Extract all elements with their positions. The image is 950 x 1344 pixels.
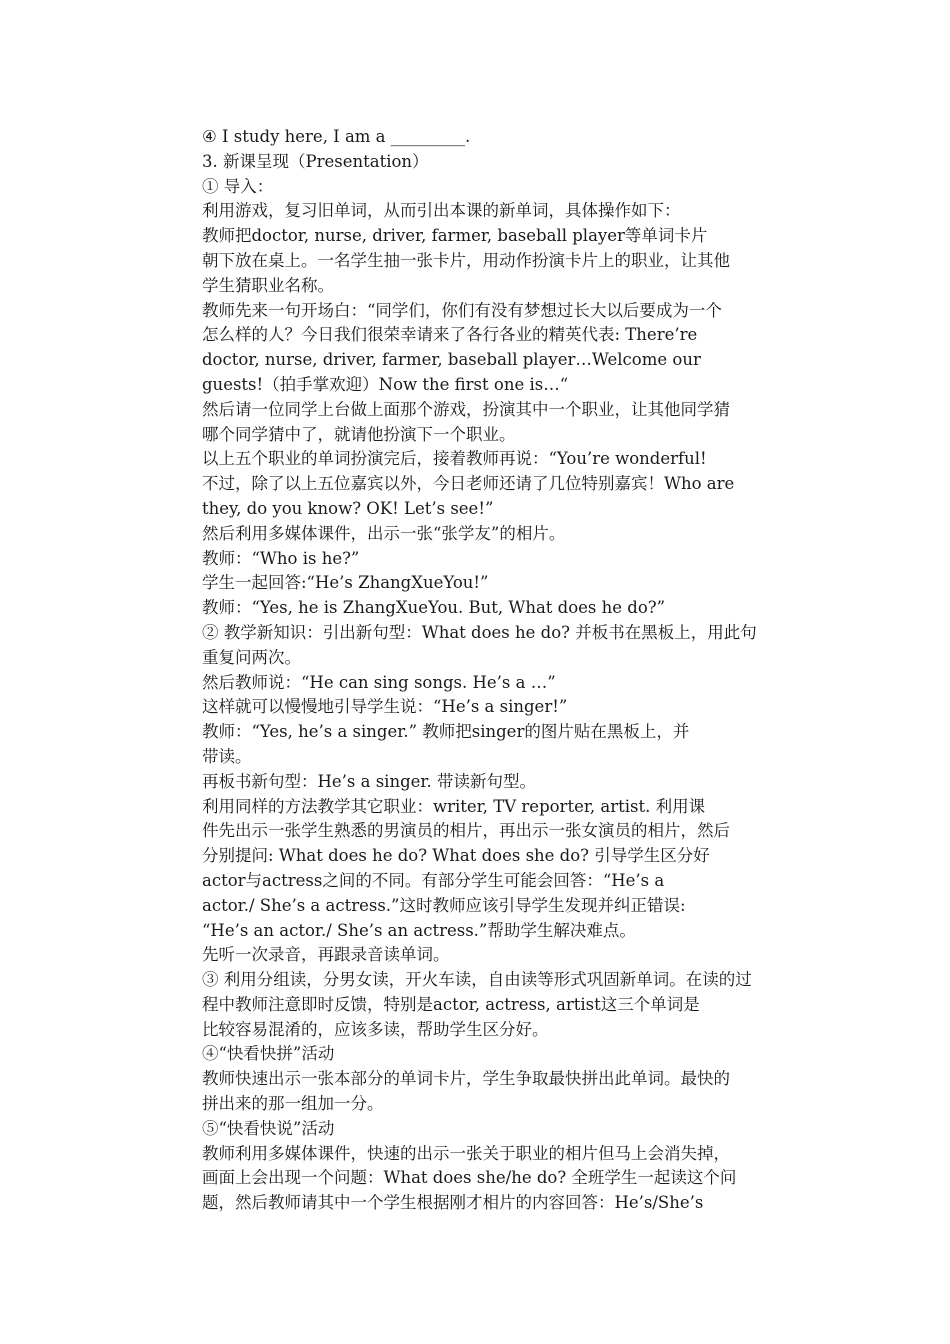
- text-line: 教师先来一句开场白：“同学们，你们有没有梦想过长大以后要成为一个: [202, 300, 722, 320]
- text-line: ④ I study here, I am a _________.: [202, 127, 471, 146]
- text-line: 以上五个职业的单词扮演完后，接着教师再说：“You’re wonderful!: [202, 449, 707, 469]
- text-line: 教师快速出示一张本部分的单词卡片，学生争取最快拼出此单词。最快的: [202, 1069, 730, 1089]
- text-line: 利用同样的方法教学其它职业：writer, TV reporter, artist. 利用课: [202, 796, 706, 816]
- text-line: 教师：“Yes, he’s a singer.” 教师把singer的图片贴在黑板上，并: [202, 722, 690, 742]
- text-line: 不过，除了以上五位嘉宾以外，今日老师还请了几位特别嘉宾！Who are: [202, 474, 735, 494]
- text-line: 再板书新句型：He’s a singer. 带读新句型。: [202, 771, 536, 791]
- text-line: actor与actress之间的不同。有部分学生可能会回答：“He’s a: [202, 870, 665, 890]
- text-line: 教师：“Who is he?”: [202, 548, 360, 568]
- text-line: ① 导入：: [202, 176, 274, 196]
- text-line: ⑤“快看快说”活动: [202, 1118, 335, 1138]
- text-line: 哪个同学猜中了，就请他扮演下一个职业。: [202, 424, 516, 444]
- text-line: 然后教师说：“He can sing songs. He’s a …”: [202, 672, 556, 692]
- text-line: ② 教学新知识：引出新句型：What does he do? 并板书在黑板上，用此句: [202, 622, 757, 642]
- text-line: 然后利用多媒体课件，出示一张“张学友”的相片。: [202, 523, 566, 543]
- text-line: 带读。: [202, 746, 252, 766]
- text-line: 学生一起回答:“He’s ZhangXueYou!”: [202, 573, 489, 593]
- text-line: 教师：“Yes, he is ZhangXueYou. But, What does he do?”: [202, 598, 666, 618]
- text-line: they, do you know? OK! Let’s see!”: [202, 498, 494, 518]
- text-line: guests!（拍手掌欢迎）Now the first one is…“: [202, 374, 569, 394]
- text-line: 先听一次录音，再跟录音读单词。: [202, 945, 450, 965]
- document-body: [202, 125, 812, 1216]
- text-line: 题，然后教师请其中一个学生根据刚才相片的内容回答：He’s/She’s: [202, 1193, 704, 1213]
- text-line: 怎么样的人？今日我们很荣幸请来了各行各业的精英代表: There’re: [202, 325, 698, 345]
- text-line: 件先出示一张学生熟悉的男演员的相片，再出示一张女演员的相片，然后: [202, 821, 730, 841]
- text-line: 这样就可以慢慢地引导学生说：“He’s a singer!”: [202, 697, 568, 717]
- text-line: 然后请一位同学上台做上面那个游戏，扮演其中一个职业，让其他同学猜: [202, 399, 730, 419]
- text-line: 利用游戏，复习旧单词，从而引出本课的新单词，具体操作如下：: [202, 201, 681, 221]
- text-line: “He’s an actor./ She’s an actress.”帮助学生解决难点。: [202, 920, 636, 940]
- text-line: 教师把doctor, nurse, driver, farmer, baseball player等单词卡片: [202, 226, 708, 246]
- text-line: 教师利用多媒体课件，快速的出示一张关于职业的相片但马上会消失掉，: [202, 1143, 730, 1163]
- text-line: 重复问两次。: [202, 647, 301, 667]
- text-line: 3. 新课呈现（Presentation）: [202, 151, 429, 171]
- text-line: doctor, nurse, driver, farmer, baseball player…Welcome our: [202, 350, 701, 370]
- text-line: ④“快看快拼”活动: [202, 1044, 335, 1064]
- text-line: 程中教师注意即时反馈，特别是actor, actress, artist这三个单词是: [202, 994, 700, 1014]
- text-line: 画面上会出现一个问题：What does she/he do? 全班学生一起读这个问: [202, 1168, 737, 1188]
- text-line: actor./ She’s a actress.”这时教师应该引导学生发现并纠正错误:: [202, 895, 686, 915]
- text-line: 朝下放在桌上。一名学生抽一张卡片，用动作扮演卡片上的职业，让其他: [202, 250, 730, 270]
- text-line: 拼出来的那一组加一分。: [202, 1094, 384, 1114]
- text-line: ③ 利用分组读，分男女读，开火车读，自由读等形式巩固新单词。在读的过: [202, 970, 752, 990]
- text-line: 分别提问: What does he do? What does she do? 引导学生区分好: [202, 846, 710, 866]
- text-line: 学生猜职业名称。: [202, 275, 334, 295]
- text-line: 比较容易混淆的，应该多读，帮助学生区分好。: [202, 1019, 549, 1039]
